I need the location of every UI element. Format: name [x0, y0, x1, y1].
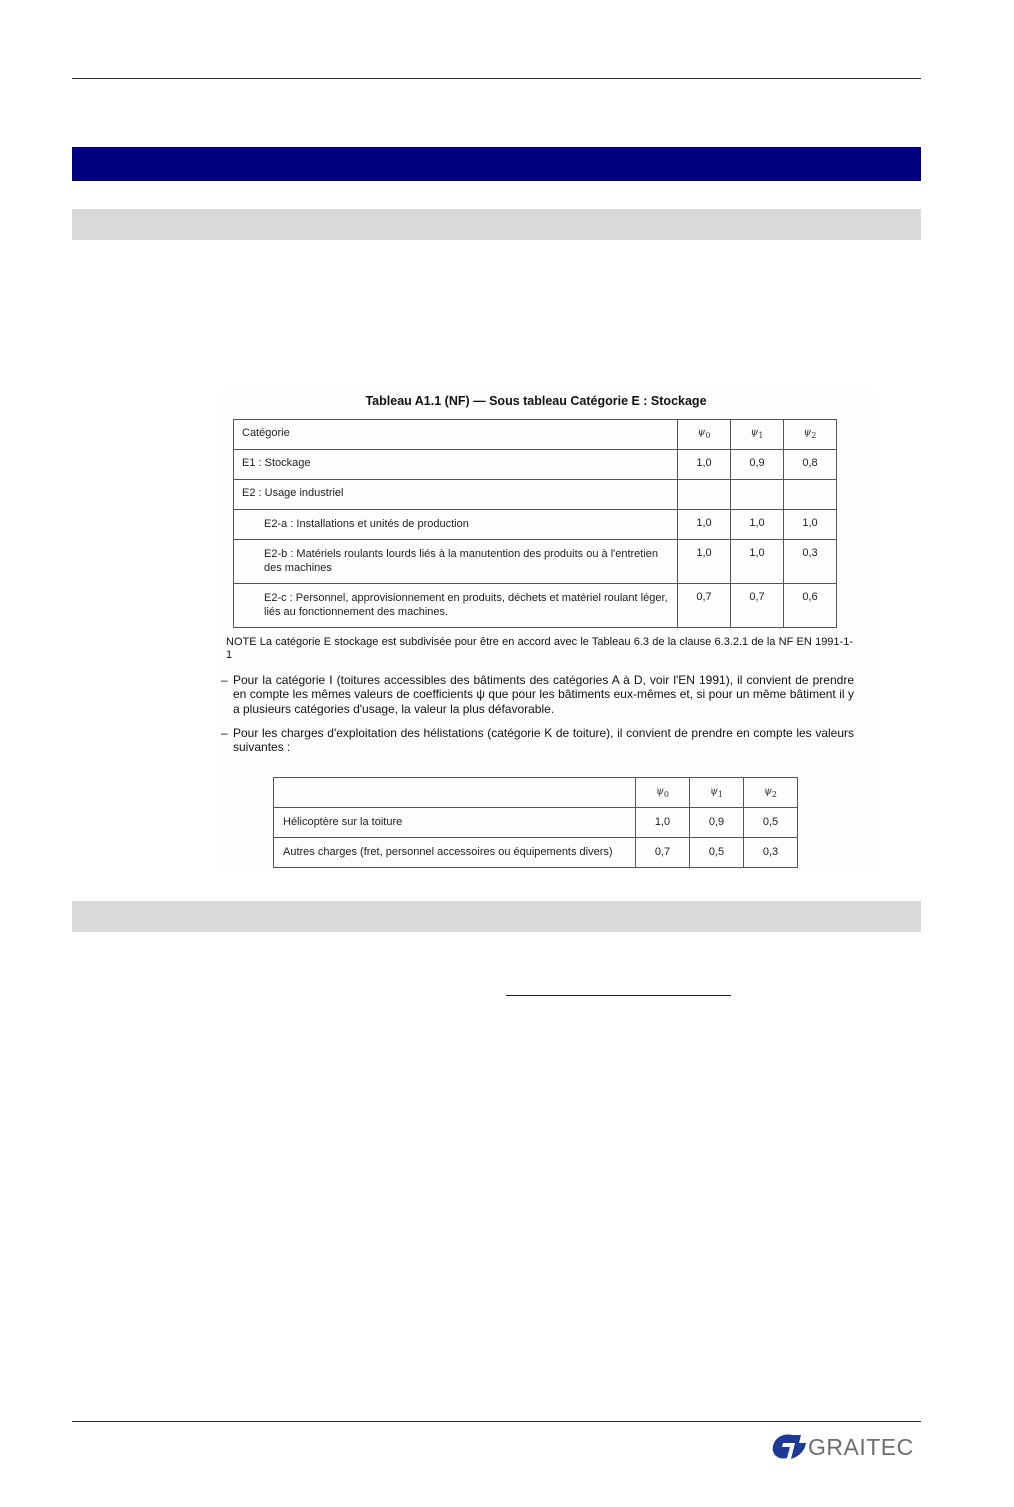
row-label: E1 : Stockage	[234, 450, 678, 480]
category-e-table	[233, 419, 837, 628]
underline-rule	[506, 995, 731, 996]
bullet-item	[223, 673, 854, 716]
bullet-dash: –	[221, 726, 228, 740]
table-row	[274, 838, 798, 868]
table-header-row	[234, 420, 837, 450]
row-psi1: 0,7	[731, 584, 784, 628]
title-bar	[72, 147, 921, 181]
graitec-logo-icon	[770, 1432, 808, 1462]
row-psi2	[784, 480, 837, 510]
header-label	[274, 778, 636, 808]
header-psi1: $\psi_1$	[690, 778, 744, 808]
header-psi2: $\psi_2$	[744, 778, 798, 808]
row-psi2: 0,6	[784, 584, 837, 628]
bullet-item	[223, 726, 854, 755]
footer-rule	[72, 1421, 921, 1422]
table-row	[234, 450, 837, 480]
row-psi1: 0,9	[731, 450, 784, 480]
row-psi2: 0,3	[784, 540, 837, 584]
header-psi2: $\psi_2$	[784, 420, 837, 450]
row-label: E2 : Usage industriel	[234, 480, 678, 510]
row-psi1	[731, 480, 784, 510]
row-label: E2-c : Personnel, approvisionnement en produits, déchets et matériel roulant léger, liés au fonctionnement des machines.	[234, 584, 678, 628]
header-label: Catégorie	[234, 420, 678, 450]
graitec-logo	[770, 1430, 914, 1464]
row-psi0: 1,0	[678, 540, 731, 584]
logo-text: GRAITEC	[808, 1433, 914, 1460]
scanned-table-image	[223, 388, 873, 870]
row-psi1: 1,0	[731, 510, 784, 540]
helistation-table	[273, 777, 798, 868]
table-row	[234, 510, 837, 540]
row-psi2: 0,8	[784, 450, 837, 480]
row-psi2: 0,5	[744, 808, 798, 838]
bullet-text: Pour les charges d'exploitation des hélistations (catégorie K de toiture), il convient de prendre en compte les valeurs suivantes :	[233, 726, 854, 755]
row-psi0: 0,7	[678, 584, 731, 628]
table-row	[274, 808, 798, 838]
row-psi0: 1,0	[636, 808, 690, 838]
row-psi0: 1,0	[678, 450, 731, 480]
table-header-row	[274, 778, 798, 808]
row-label: Hélicoptère sur la toiture	[274, 808, 636, 838]
header-psi0: $\psi_0$	[678, 420, 731, 450]
row-psi0	[678, 480, 731, 510]
row-psi1: 0,9	[690, 808, 744, 838]
row-psi1: 1,0	[731, 540, 784, 584]
bullet-dash: –	[221, 673, 228, 687]
section-bar-1	[72, 209, 921, 240]
table-row	[234, 584, 837, 628]
header-psi1: $\psi_1$	[731, 420, 784, 450]
table-row	[234, 480, 837, 510]
row-label: Autres charges (fret, personnel accessoires ou équipements divers)	[274, 838, 636, 868]
table-note: NOTE La catégorie E stockage est subdivisée pour être en accord avec le Tableau 6.3 de la clause 6.3.2.1 de la NF EN 1991-1-1	[226, 636, 853, 661]
table-row	[234, 540, 837, 584]
row-psi0: 1,0	[678, 510, 731, 540]
table-caption: Tableau A1.1 (NF) — Sous tableau Catégorie E : Stockage	[365, 394, 707, 408]
header-rule	[72, 78, 921, 79]
bullet-text: Pour la catégorie I (toitures accessibles des bâtiments des catégories A à D, voir l'EN 1991), il convient de prendre en compte les mêmes valeurs de coefficients ψ que pour les bâtiments eux-mêmes et, si pour un même bâtiment il y a plusieurs catégories d'usage, la valeur la plus défavorable.	[233, 673, 854, 716]
section-bar-2	[72, 901, 921, 932]
row-label: E2-a : Installations et unités de production	[234, 510, 678, 540]
row-psi0: 0,7	[636, 838, 690, 868]
row-psi1: 0,5	[690, 838, 744, 868]
row-label: E2-b : Matériels roulants lourds liés à la manutention des produits ou à l'entretien des machines	[234, 540, 678, 584]
row-psi2: 1,0	[784, 510, 837, 540]
row-psi2: 0,3	[744, 838, 798, 868]
header-psi0: $\psi_0$	[636, 778, 690, 808]
